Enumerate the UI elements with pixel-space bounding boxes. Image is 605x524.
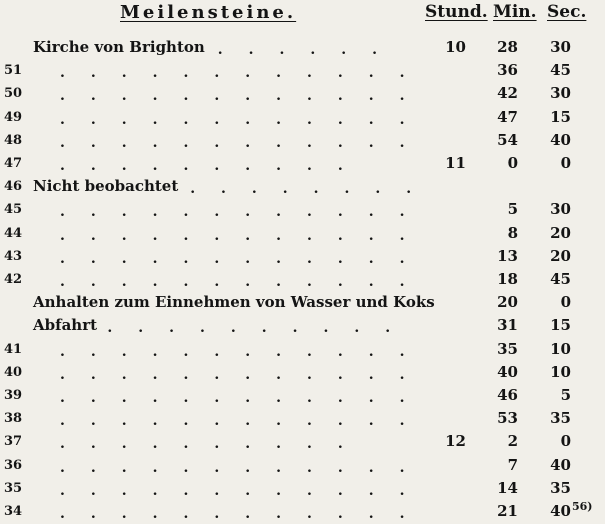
column-header-seconds: Sec. [547, 2, 587, 22]
table-row [0, 152, 605, 176]
seconds-value: 45 [550, 270, 571, 288]
leader-dots: ........ [190, 181, 438, 198]
minutes-value: 20 [497, 293, 518, 312]
table-row [0, 198, 605, 222]
table-row [0, 36, 605, 60]
milestone-number: 37 [4, 434, 23, 450]
table-row [0, 268, 605, 292]
leader-dots: ............ [60, 134, 431, 151]
hours-value: 11 [445, 154, 466, 172]
seconds-value: 15 [550, 107, 571, 126]
seconds-value: 35 [550, 409, 571, 428]
milestone-number: 35 [4, 480, 23, 496]
minutes-value: 2 [507, 432, 518, 451]
seconds-value: 10 [550, 339, 571, 358]
milestone-number: 49 [4, 109, 23, 125]
seconds-value: 40 [550, 502, 571, 520]
seconds-value: 30 [550, 84, 571, 103]
table-row [0, 384, 605, 408]
column-header-milestones: Meilensteine. [120, 2, 297, 23]
milestone-number: 50 [4, 86, 23, 102]
milestone-number: 51 [4, 63, 23, 79]
leader-dots: ............ [60, 274, 431, 290]
milestone-number: 38 [4, 411, 23, 427]
table-row [0, 222, 605, 246]
leader-dots: ............ [60, 204, 431, 221]
row-label: Nicht beobachtet [33, 177, 179, 196]
column-header-hours: Stund. [425, 2, 488, 22]
minutes-value: 5 [507, 200, 518, 219]
leader-dots: ............ [60, 343, 431, 360]
minutes-value: 40 [497, 362, 518, 381]
seconds-value: 5 [560, 386, 571, 404]
table-row [0, 245, 605, 269]
seconds-value: 15 [550, 316, 571, 335]
leader-dots: ............ [60, 111, 431, 128]
milestone-number: 46 [4, 179, 23, 195]
minutes-value: 42 [497, 84, 518, 103]
table-row [0, 430, 605, 454]
leader-dots: .......... [107, 320, 417, 337]
leader-dots: ............ [60, 250, 431, 267]
seconds-value: 30 [550, 200, 571, 219]
table-row [0, 500, 605, 524]
leader-dots: ...... [217, 42, 404, 58]
milestone-number: 39 [4, 388, 23, 403]
seconds-value: 45 [550, 61, 571, 80]
table-row [0, 477, 605, 501]
seconds-value: 20 [550, 246, 571, 265]
table-row [0, 106, 605, 130]
minutes-value: 35 [497, 339, 518, 358]
milestone-number: 42 [4, 272, 23, 287]
leader-dots: .......... [60, 436, 369, 453]
seconds-value: 10 [550, 362, 571, 381]
milestone-number: 45 [4, 202, 23, 218]
minutes-value: 13 [497, 246, 518, 265]
table-row [0, 129, 605, 153]
minutes-value: 54 [497, 130, 518, 149]
seconds-value: 40 [550, 455, 571, 474]
leader-dots: ............ [60, 366, 431, 383]
table-row [0, 314, 605, 338]
minutes-value: 36 [497, 61, 518, 80]
table-row [0, 407, 605, 431]
seconds-value: 20 [550, 223, 571, 242]
leader-dots: ............ [60, 65, 431, 82]
minutes-value: 46 [497, 386, 518, 404]
seconds-value: 0 [560, 432, 571, 451]
leader-dots: ............ [60, 227, 431, 244]
leader-dots: ............ [60, 482, 431, 499]
minutes-value: 53 [497, 409, 518, 428]
table-row [0, 82, 605, 106]
milestone-number: 41 [4, 341, 23, 357]
leader-dots: ............ [60, 459, 431, 476]
row-label: Abfahrt [33, 316, 98, 335]
seconds-value: 0 [560, 154, 571, 172]
milestone-number: 43 [4, 248, 23, 264]
leader-dots: ............ [60, 88, 431, 105]
leader-dots: ............ [60, 413, 431, 430]
milestone-number: 36 [4, 457, 23, 473]
seconds-value: 40 [550, 130, 571, 149]
leader-dots: ............ [60, 390, 431, 406]
hours-value: 12 [445, 432, 466, 451]
seconds-value: 0 [560, 293, 571, 312]
minutes-value: 18 [497, 270, 518, 288]
leader-dots: .......... [60, 158, 369, 174]
minutes-value: 21 [497, 502, 518, 520]
minutes-value: 0 [507, 154, 518, 172]
milestone-number: 44 [4, 225, 23, 241]
table-row [0, 338, 605, 362]
row-label: Kirche von Brighton [33, 38, 205, 56]
minutes-value: 14 [497, 478, 518, 497]
minutes-value: 47 [497, 107, 518, 126]
footnote-marker: 56) [572, 500, 593, 513]
row-label: Anhalten zum Einnehmen von Wasser und Koks [33, 293, 435, 312]
minutes-value: 8 [507, 223, 518, 242]
table-row [0, 59, 605, 83]
milestone-number: 47 [4, 156, 23, 171]
milestone-number: 48 [4, 132, 23, 148]
column-header-minutes: Min. [493, 2, 537, 22]
hours-value: 10 [445, 38, 466, 56]
seconds-value: 35 [550, 478, 571, 497]
table-row [0, 454, 605, 478]
milestone-number: 34 [4, 504, 23, 519]
leader-dots: ............ [60, 506, 431, 522]
minutes-value: 31 [497, 316, 518, 335]
seconds-value: 30 [550, 38, 571, 56]
table-row [0, 361, 605, 385]
milestone-number: 40 [4, 364, 23, 380]
minutes-value: 7 [507, 455, 518, 474]
table-row [0, 175, 605, 199]
minutes-value: 28 [497, 38, 518, 56]
table-row [0, 291, 605, 315]
